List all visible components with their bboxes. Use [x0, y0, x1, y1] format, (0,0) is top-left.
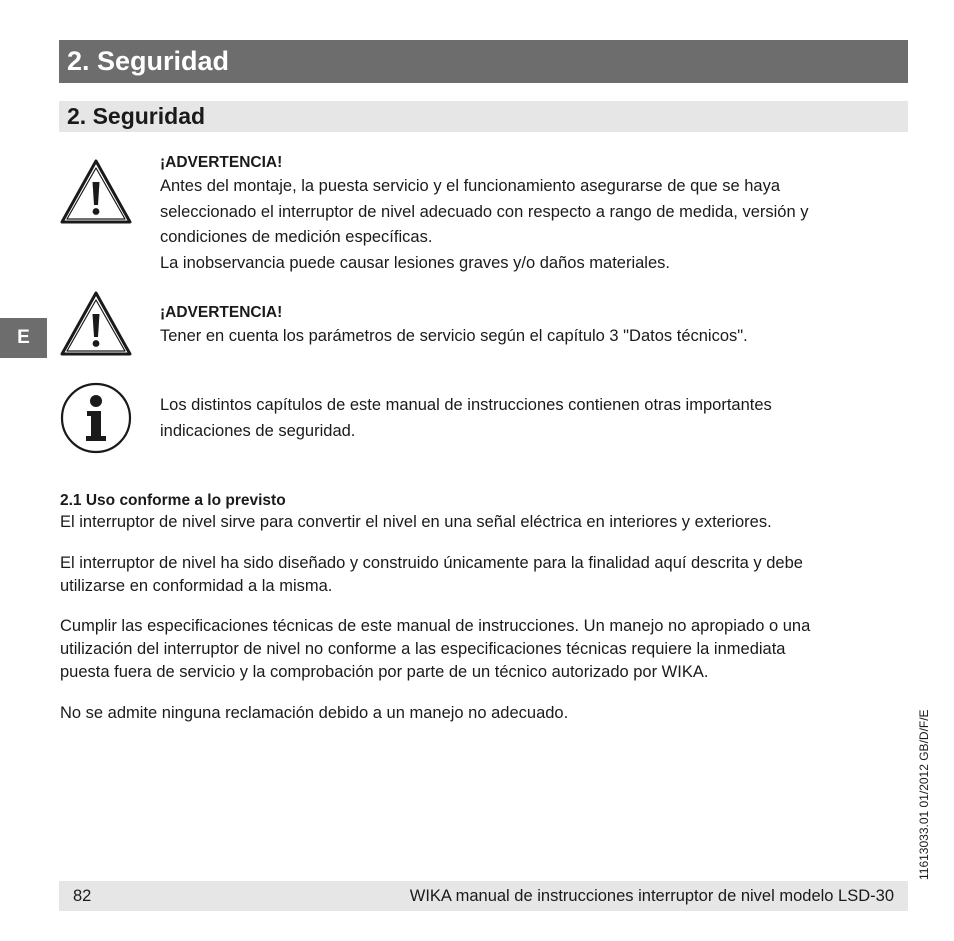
paragraph-line: utilizarse en conformidad a la misma.	[60, 577, 333, 595]
warning-note	[160, 152, 908, 276]
subsection-heading: 2.1 Uso conforme a lo previsto	[60, 492, 286, 509]
paragraph: El interruptor de nivel sirve para convertir el nivel en una señal eléctrica en interiores y exteriores.	[60, 513, 772, 531]
warning-text-line: seleccionado el interruptor de nivel adecuado con respecto a rango de medida, versión y	[160, 202, 809, 221]
paragraph-block	[60, 702, 908, 725]
warning-note	[160, 302, 908, 350]
paragraph: No se admite ninguna reclamación debido a un manejo no adecuado.	[60, 704, 569, 722]
page-number: 82	[73, 887, 92, 905]
warning-triangle-icon	[59, 158, 133, 232]
paragraph-line: El interruptor de nivel ha sido diseñado y construido únicamente para la finalidad aquí descrita y debe	[60, 554, 803, 572]
info-text-line: indicaciones de seguridad.	[160, 421, 356, 440]
warning-text-line: condiciones de medición específicas.	[160, 228, 433, 246]
paragraph-line: utilización del interruptor de nivel no conforme a las especificaciones técnicas requiere la inmediata	[60, 640, 786, 658]
intended-use-section	[60, 490, 908, 534]
warning-triangle-icon	[59, 290, 133, 364]
section-title: 2. Seguridad	[59, 101, 908, 132]
language-tab: E	[0, 318, 47, 358]
info-note	[160, 393, 908, 444]
warning-text-line: Antes del montaje, la puesta servicio y el funcionamiento asegurarse de que se haya	[160, 177, 781, 195]
warning-heading: ¡ADVERTENCIA!	[160, 154, 283, 171]
document-reference: 11613033.01 01/2012 GB/D/F/E	[917, 709, 931, 880]
warning-heading: ¡ADVERTENCIA!	[160, 304, 283, 321]
footer-title: WIKA manual de instrucciones interruptor de nivel modelo LSD-30	[409, 887, 894, 905]
chapter-title: 2. Seguridad	[59, 40, 908, 83]
info-text-line: Los distintos capítulos de este manual de instrucciones contienen otras importantes	[160, 396, 772, 414]
warning-text-line: La inobservancia puede causar lesiones graves y/o daños materiales.	[160, 253, 670, 272]
warning-text-line: Tener en cuenta los parámetros de servicio según el capítulo 3 "Datos técnicos".	[160, 327, 748, 345]
page-footer	[59, 881, 908, 911]
paragraph-block	[60, 615, 908, 684]
paragraph-block	[60, 552, 908, 598]
info-icon	[59, 381, 133, 455]
paragraph-line: Cumplir las especificaciones técnicas de este manual de instrucciones. Un manejo no apropiado o una	[60, 617, 811, 635]
paragraph-line: puesta fuera de servicio y la comprobación por parte de un técnico autorizado por WIKA.	[60, 663, 709, 681]
